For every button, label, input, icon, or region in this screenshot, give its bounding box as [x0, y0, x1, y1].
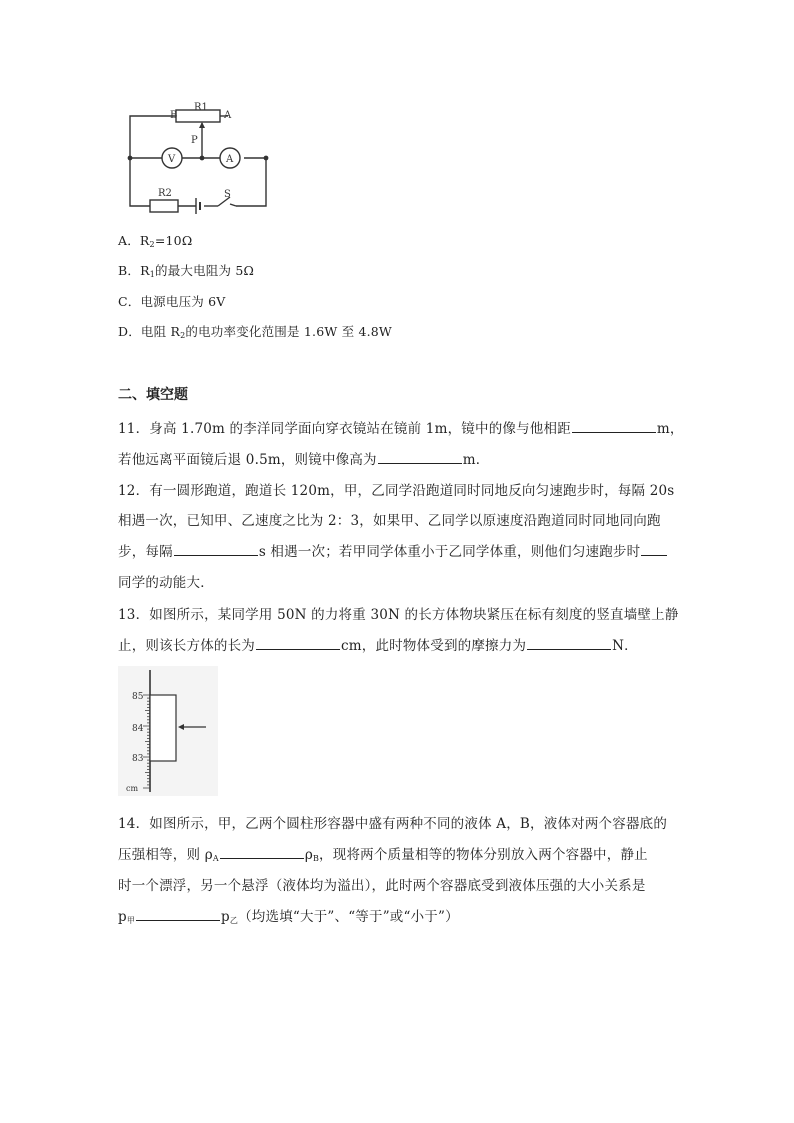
- q12-line3: 步，每隔 s 相遇一次；若甲同学体重小于乙同学体重，则他们匀速跑步时: [118, 540, 668, 560]
- q12-blank-1: [174, 542, 258, 556]
- option-b: B．$R_1$的最大电阻为 5Ω: [118, 263, 255, 279]
- ruler-83: 83: [132, 754, 144, 764]
- ruler-85: 85: [132, 692, 144, 702]
- q11-line2: 若他远离平面镜后退 0.5m，则镜中像高为 m．: [118, 452, 490, 468]
- q11-line1: 11．身高 1.70m 的李洋同学面向穿衣镜站在镜前 1m，镜中的像与他相距 m，: [118, 421, 684, 437]
- q14-line1: 14．如图所示，甲，乙两个圆柱形容器中盛有两种不同的液体 A，B，液体对两个容器底的: [118, 816, 668, 832]
- q14-blank-2: [136, 907, 220, 921]
- q12-line1: 12．有一圆形跑道，跑道长 120m，甲，乙同学沿跑道同时同地反向匀速跑步时，每隔 20s: [118, 483, 675, 499]
- label-r1: R1: [194, 102, 208, 113]
- circuit-diagram: [118, 98, 278, 216]
- q12-line4: 同学的动能大．: [118, 575, 214, 591]
- option-c: C．电源电压为 6V: [118, 294, 226, 309]
- block: [150, 695, 176, 761]
- q14-line4: $p_甲$ $p_乙$（均选填“大于”、“等于”或“小于”）: [118, 909, 459, 925]
- label-s: S: [224, 189, 231, 200]
- label-r2: R2: [158, 188, 172, 199]
- label-b: B: [170, 110, 178, 121]
- wire-right: [236, 158, 266, 206]
- q14-line3: 时一个漂浮，另一个悬浮（液体均为溢出），此时两个容器底受到液体压强的大小关系是: [118, 878, 646, 894]
- q13-line2: 止，则该长方体的长为 cm，此时物体受到的摩擦力为 N．: [118, 638, 638, 654]
- label-p: P: [191, 135, 198, 146]
- label-a: A: [224, 110, 232, 121]
- section-title: 二、填空题: [118, 387, 188, 403]
- option-a: A．$R_2=10\Omega$: [118, 233, 193, 249]
- q14-blank-1: [220, 845, 304, 859]
- label-ammeter: A: [226, 154, 234, 165]
- q11-blank-1: [572, 419, 656, 433]
- label-v: V: [168, 154, 176, 165]
- r2-resistor: [150, 200, 178, 212]
- q11-blank-2: [378, 450, 462, 464]
- q13-line1: 13．如图所示，某同学用 50N 的力将重 30N 的长方体物块紧压在标有刻度的竖直墙壁上静: [118, 607, 679, 623]
- ruler-84: 84: [132, 724, 144, 734]
- wire-left: [130, 158, 150, 206]
- q13-blank-2: [527, 636, 611, 650]
- q14-line2: 压强相等，则 $\rho_A$ $\rho_B$，现将两个质量相等的物体分别放入两个容器中，静止: [118, 847, 648, 863]
- option-d: D．电阻 $R_2$的电功率变化范围是 1.6W 至 4.8W: [118, 324, 392, 340]
- q13-blank-1: [256, 636, 340, 650]
- q12-line2: 相遇一次，已知甲、乙速度之比为 2：3，如果甲、乙同学以原速度沿跑道同时同地同向跑: [118, 513, 661, 529]
- ruler-figure: [118, 666, 218, 796]
- q12-blank-2: [641, 542, 667, 556]
- ruler-unit: cm: [126, 784, 139, 793]
